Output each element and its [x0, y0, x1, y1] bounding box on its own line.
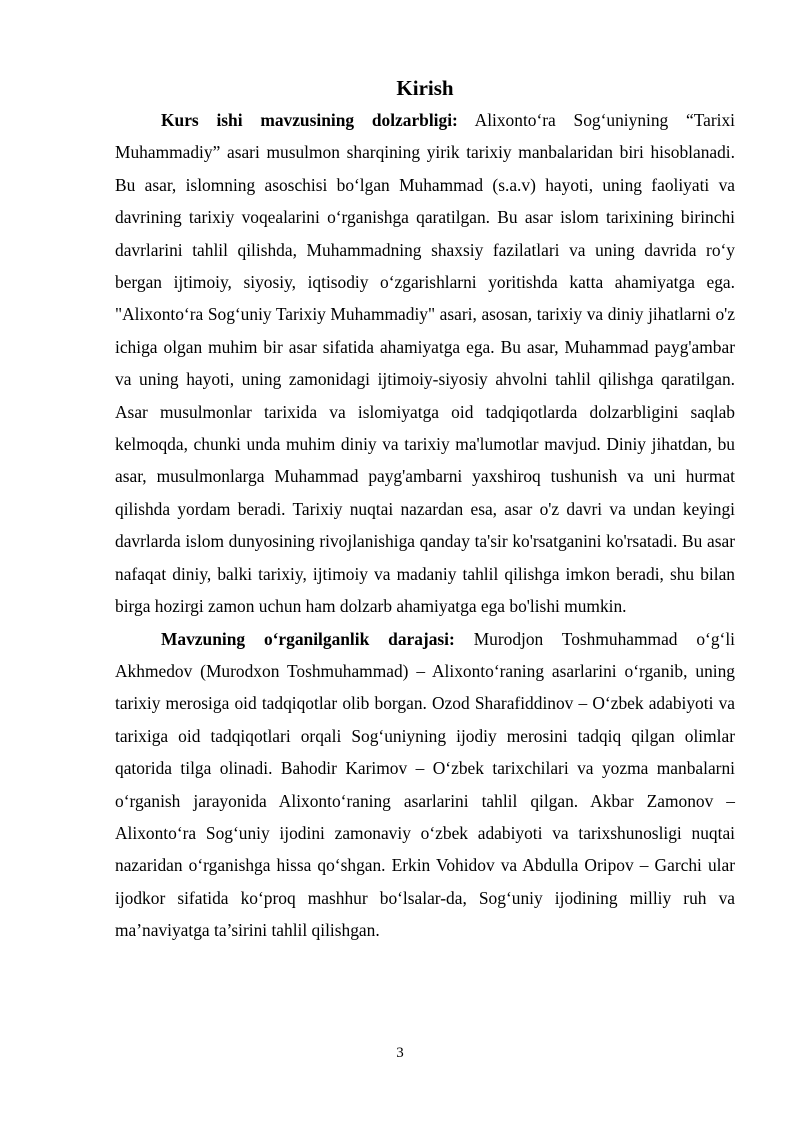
relevance-paragraph — [115, 104, 735, 623]
study-level-text: Murodjon Toshmuhammad o‘g‘li Akhmedov (Murodxon Toshmuhammad) – Alixonto‘raning asarlarini o‘rganib, uning tarixiy merosiga oid tadqiqotlar olib borgan. Ozod Sharafiddinov – O‘zbek adabiyoti va tarixiga oid tadqiqotlari orqali Sog‘uniyning ijodiy merosini tadqiq qilgan olimlar qatorida tilga olinadi. Bahodir Karimov – O‘zbek tarixchilari va yozma manbalarni o‘rganish jarayonida Alixonto‘raning asarlarini tahlil qilgan. Akbar Zamonov – Alixonto‘ra Sog‘uniy ijodini zamonaviy o‘zbek adabiyoti va tarixshunosligi nuqtai nazaridan o‘rganishga hissa qo‘shgan. Erkin Vohidov va Abdulla Oripov – Garchi ular ijodkor sifatida ko‘proq mashhur bo‘lsalar-da, Sog‘uniy ijodining milliy ruh va ma’naviyatga ta’sirini tahlil qilishgan. — [115, 628, 735, 941]
relevance-heading: Kurs ishi mavzusining dolzarbligi: — [161, 110, 458, 130]
relevance-text: Alixonto‘ra Sog‘uniyning “Tarixi Muhammadiy” asari musulmon sharqining yirik tarixiy manbalaridan biri hisoblanadi. Bu asar, islomning asoschisi bo‘lgan Muhammad (s.a.v) hayoti, uning faoliyati va davrining tarixiy voqealarini o‘rganishga qaratilgan. Bu asar islom tarixining birinchi davrlarini tahlil qilishda, Muhammadning shaxsiy fazilatlari va uning davrida ro‘y bergan ijtimoiy, siyosiy, iqtisodiy o‘zgarishlarni yoritishda katta ahamiyatga ega. "Alixonto‘ra Sog‘uniy Tarixiy Muhammadiy" asari, asosan, tarixiy va diniy jihatlarni o'z ichiga olgan muhim bir asar sifatida ahamiyatga ega. Bu asar, Muhammad payg'ambar va uning hayoti, uning zamonidagi ijtimoiy-siyosiy ahvolni tahlil qilishga qaratilgan. Asar musulmonlar tarixida va islomiyatga oid tadqiqotlarda dolzarbligini saqlab kelmoqda, chunki unda muhim diniy va tarixiy ma'lumotlar mavjud. Diniy jihatdan, bu asar, musulmonlarga Muhammad payg'ambarni yaxshiroq tushunish va uni hurmat qilishda yordam beradi. Tarixiy nuqtai nazardan esa, asar o'z davri va undan keyingi davrlarda islom dunyosining rivojlanishiga qanday ta'sir ko'rsatganini ko'rsatadi. Bu asar nafaqat diniy, balki tarixiy, ijtimoiy va madaniy tahlil qilishga imkon beradi, shu bilan birga hozirgi zamon uchun ham dolzarb ahamiyatga ega bo'lishi mumkin. — [115, 110, 735, 617]
page-number: 3 — [396, 1045, 404, 1061]
document-page — [115, 74, 735, 947]
study-level-heading: Mavzuning o‘rganilganlik darajasi: — [161, 628, 455, 649]
page-title: Kirish — [396, 76, 454, 100]
study-level-paragraph — [115, 623, 735, 947]
